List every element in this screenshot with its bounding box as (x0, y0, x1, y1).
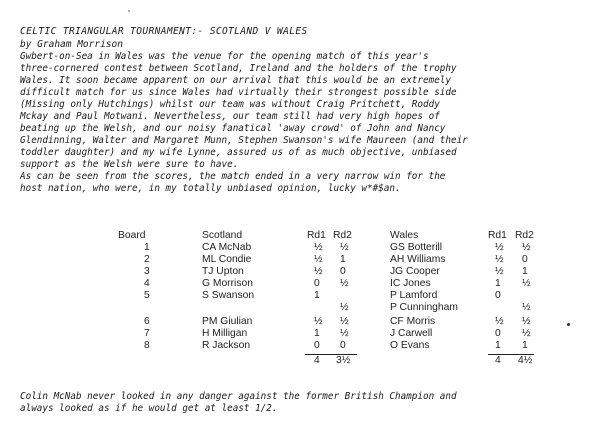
body-line: three-cornered contest between Scotland, Ireland and the holders of the trophy (20, 63, 457, 74)
header-wales: Wales (390, 230, 419, 241)
scan-mark (567, 323, 570, 326)
footnote-line: always looked as if he would get at least 1/2. (20, 403, 278, 414)
scot-rd2-score: 0 (340, 340, 346, 351)
article-title: CELTIC TRIANGULAR TOURNAMENT:- SCOTLAND V WALES (20, 26, 308, 37)
scotland-player: ML Condie (202, 254, 252, 265)
wales-rd2-score: 0 (522, 254, 528, 265)
wales-rd1-score: ½ (495, 266, 504, 277)
scot-rd2-score: 0 (340, 266, 346, 277)
wales-rd2-score: 1 (522, 266, 528, 277)
board-number: 7 (144, 328, 150, 339)
body-line: Mckay and Paul Motwani. Nevertheless, our team still had very high hopes of (20, 111, 440, 122)
scot-rd1-score: 0 (314, 278, 320, 289)
scot-rd1-score: 0 (314, 340, 320, 351)
article-byline: by Graham Morrison (20, 39, 123, 50)
wales-player: O Evans (390, 340, 430, 351)
wales-rd2-score: ½ (522, 316, 531, 327)
wales-player: CF Morris (390, 316, 436, 327)
scan-speck (128, 10, 130, 12)
wales-rd2-score: 1 (522, 340, 528, 351)
body-line: toddler daughter) and my wife Lynne, assured us of as much objective, unbiased (20, 147, 457, 158)
wales-rd2-score: ½ (522, 278, 531, 289)
header-board: Board (118, 230, 146, 241)
board-number: 8 (144, 340, 150, 351)
wales-player: AH Williams (390, 254, 446, 265)
article-footnote (20, 391, 585, 415)
wales-rd2-score: ½ (522, 242, 531, 253)
wales-player: P Lamford (390, 290, 438, 301)
scotland-player: S Swanson (202, 290, 255, 301)
scot-rd2-score: ½ (340, 278, 349, 289)
wales-rd1-score: 0 (495, 328, 501, 339)
scotland-rd2-total: 3½ (336, 355, 351, 366)
scot-rd2-score: ½ (340, 328, 349, 339)
board-number: 3 (144, 266, 150, 277)
body-line: support as the Welsh were sure to have. (20, 159, 239, 170)
scot-rd1-score: ½ (314, 266, 323, 277)
scot-rd1-score: 1 (314, 328, 320, 339)
board-number: 5 (144, 290, 150, 301)
wales-player: IC Jones (390, 278, 431, 289)
scotland-player: PM Giulian (202, 316, 253, 327)
scotland-player: H Milligan (202, 328, 248, 339)
wales-rd1-score: 0 (495, 290, 501, 301)
wales-rd2-score: ½ (522, 328, 531, 339)
wales-player: J Carwell (390, 328, 433, 339)
header-scotland: Scotland (202, 230, 243, 241)
wales-rd1-score: ½ (495, 316, 504, 327)
wales-player: GS Botterill (390, 242, 443, 253)
scot-rd2-score: 1 (340, 254, 346, 265)
scotland-player: TJ Upton (202, 266, 244, 277)
header-wales-rd2: Rd2 (515, 230, 534, 241)
body-line: beating up the Welsh, and our noisy fanatical 'away crowd' of John and Nancy (20, 123, 446, 134)
body-line: As can be seen from the scores, the match ended in a very narrow win for the (20, 171, 446, 182)
body-line: host nation, who were, in my totally unbiased opinion, lucky w*#$an. (20, 183, 401, 194)
board-number: 1 (144, 242, 150, 253)
wales-rd1-score: ½ (495, 242, 504, 253)
body-line: difficult match for us since Wales had virtually their strongest possible side (20, 87, 457, 98)
wales-rd1-score: ½ (495, 254, 504, 265)
footnote-line: Colin McNab never looked in any danger against the former British Champion and (20, 391, 457, 402)
wales-player: JG Cooper (390, 266, 440, 277)
wales-rd1-score: 1 (495, 340, 501, 351)
board-number: 4 (144, 278, 150, 289)
scot-rd2-score: ½ (340, 316, 349, 327)
scotland-player: R Jackson (202, 340, 251, 351)
scot-rd1-score: ½ (314, 316, 323, 327)
article-body (20, 51, 585, 195)
header-wales-rd1: Rd1 (488, 230, 507, 241)
wales-rd2-score: ½ (522, 302, 531, 313)
scot-rd1-score: ½ (314, 254, 323, 265)
wales-rd2-total: 4½ (518, 355, 533, 366)
scot-rd2-score: ½ (340, 242, 349, 253)
wales-rd1-total: 4 (495, 355, 501, 366)
header-scot-rd2: Rd2 (333, 230, 352, 241)
match-results-table (0, 230, 600, 366)
scotland-player: CA McNab (202, 242, 252, 253)
body-line: Wales. It soon became apparent on our arrival that this would be an extremely (20, 75, 451, 86)
body-line: Gwbert-on-Sea in Wales was the venue for the opening match of this year's (20, 51, 429, 62)
header-scot-rd1: Rd1 (307, 230, 326, 241)
board-number: 2 (144, 254, 150, 265)
wales-player: P Cunningham (390, 302, 458, 313)
scot-rd2-score: ½ (340, 302, 349, 313)
scotland-rd1-total: 4 (314, 355, 320, 366)
body-line: Glendinning, Walter and Margaret Munn, Stephen Swanson's wife Maureen (and their (20, 135, 468, 146)
scotland-player: G Morrison (202, 278, 253, 289)
scot-rd1-score: 1 (314, 290, 320, 301)
board-number: 6 (144, 316, 150, 327)
body-line: (Missing only Hutchings) whilst our team was without Craig Pritchett, Roddy (20, 99, 440, 110)
wales-rd1-score: 1 (495, 278, 501, 289)
scot-rd1-score: ½ (314, 242, 323, 253)
